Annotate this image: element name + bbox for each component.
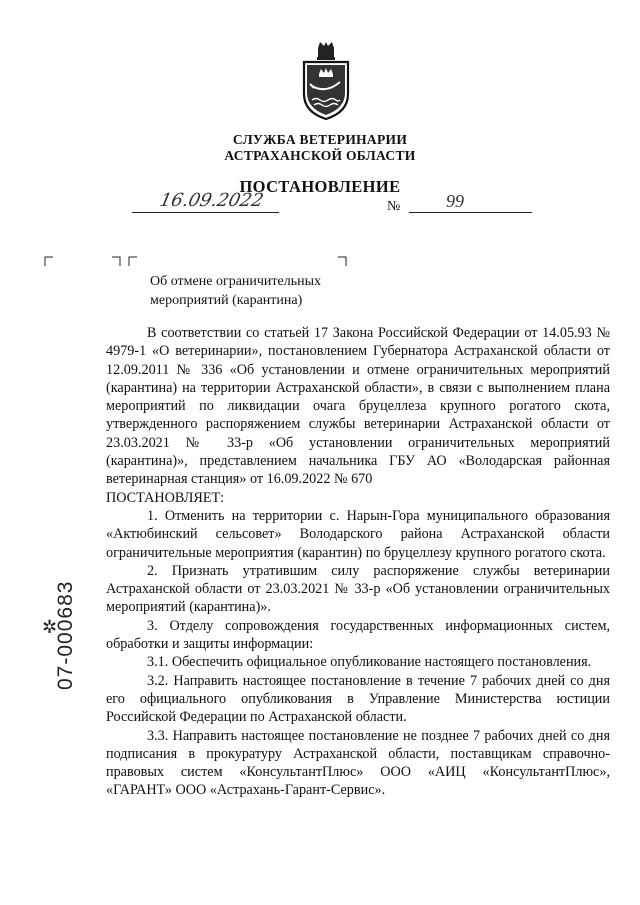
- margin-mark-icon: ✲: [42, 617, 58, 638]
- corner-mark-mid-right: [112, 256, 122, 266]
- number-underline: [409, 212, 532, 213]
- subject-line2: мероприятий (карантина): [150, 293, 303, 308]
- body-paragraph-preamble: В соответствии со статьей 17 Закона Российской Федерации от 14.05.93 № 4979-1 «О ветеринарии», постановлением Губернатора Астраханской области от 12.09.2011 № 336 «Об установлении и отмене ограничительных мероприятий (карантина) на территории Астраханской области», в связи с выполнением плана мероприятий по ликвидации очага бруцеллеза крупного рогатого скота, утвержденного распоряжением службы ветеринарии Астраханской области от 23.03.2021 № 33-р «Об установлении ограничительных мероприятий (карантина)», представлением начальника ГБУ АО «Володарская районная ветеринарная станция» от 16.09.2022 № 670: [106, 325, 610, 488]
- corner-mark-left: [44, 256, 54, 266]
- subject-line1: Об отмене ограничительных: [150, 274, 322, 289]
- document-body: [106, 324, 610, 800]
- document-type-title: ПОСТАНОВЛЕНИЕ: [239, 177, 401, 196]
- body-paragraph-item-2: 2. Признать утратившим силу распоряжение службы ветеринарии Астраханской области от 23.03.2021 № 33-р «Об установлении ограничительных мероприятий (карантина)».: [106, 562, 610, 616]
- document-subject: [150, 272, 321, 310]
- registration-stamp: 07-000683: [54, 580, 77, 690]
- date-underline: [132, 212, 279, 213]
- handwritten-number: 99: [446, 191, 464, 211]
- body-paragraph-item-1: 1. Отменить на территории с. Нарын-Гора муниципального образования «Актюбинский сельсовет» Володарского района Астраханской области ограничительные мероприятия (карантин) по бруцеллезу крупного рогатого скота.: [106, 507, 610, 561]
- body-paragraph-item-3-3: 3.3. Направить настоящее постановление не позднее 7 рабочих дней со дня подписания в прокуратуру Астраханской области, поставщикам справочно-правовых систем «КонсультантПлюс» ООО «АИЦ «КонсультантПлюс», «ГАРАНТ» ООО «Астрахань-Гарант-Сервис».: [106, 727, 610, 799]
- org-name-line2: АСТРАХАНСКОЙ ОБЛАСТИ: [224, 148, 416, 163]
- handwritten-date: 16.09.2022: [157, 190, 266, 211]
- number-label: №: [387, 199, 401, 214]
- coat-of-arms-emblem: [300, 42, 352, 120]
- body-paragraph-item-3-1: 3.1. Обеспечить официальное опубликование настоящего постановления.: [147, 654, 592, 671]
- org-name-line1: СЛУЖБА ВЕТЕРИНАРИИ: [232, 132, 408, 147]
- body-paragraph-item-3: 3. Отделу сопровождения государственных информационных систем, обработки и защиты информации:: [106, 617, 610, 653]
- body-paragraph-resolves: ПОСТАНОВЛЯЕТ:: [106, 489, 225, 506]
- corner-mark-mid-left: [128, 256, 138, 266]
- body-paragraph-item-3-2: 3.2. Направить настоящее постановление в течение 7 рабочих дней со дня его официального опубликования в Управление Министерства юстиции Российской Федерации по Астраханской области.: [106, 672, 610, 726]
- corner-mark-right: [338, 256, 348, 266]
